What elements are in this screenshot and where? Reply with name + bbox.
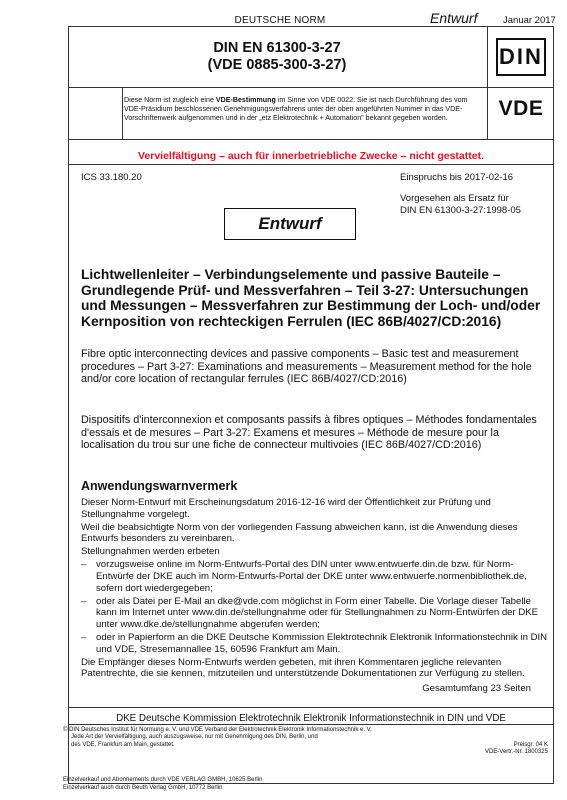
copyright-line: © DIN Deutsches Institut für Normung e. V. und VDE Verband der Elektrotechnik Elektronik Informationstechnik e. V. bbox=[63, 727, 372, 733]
list-item bbox=[81, 596, 549, 631]
sales-line: Einzelverkauf und Abonnements durch VDE VERLAG GMBH, 10625 Berlin bbox=[63, 777, 263, 783]
list-item-text: oder als Datei per E-Mail an dke@vde.com möglichst in Form einer Tabelle. Die Vorlage dieser Tabelle kann im Internet unter www.din.de/stellungnahme oder für Stellungnahmen zu Norm-Entwürfen der DKE unter www.dke.de/stellungnahme abgerufen werden; bbox=[96, 595, 539, 630]
din-logo-text: DIN bbox=[499, 44, 543, 69]
date-info bbox=[400, 172, 550, 217]
list-item-text: oder in Papierform an die DKE Deutsche Kommission Elektrotechnik Elektronik Informationstechnik in DIN und VDE, Stresemannallee 15, 60596 Frankfurt am Main. bbox=[96, 632, 548, 655]
notice-part2: im Sinne von VDE 0022. Sie ist nach Durchführung des vom VDE-Präsidium beschlossenen Genehmigungsverfahrens unter der oben angeführten Nummer in das VDE-Vorschriftenwerk aufgenommen und in der „etz Elektrotechnik + Automation" bekannt gegeben worden. bbox=[124, 96, 468, 122]
header-date: Januar 2017 bbox=[503, 15, 556, 26]
vermerk-body bbox=[81, 497, 549, 681]
copyright-line: des VDE, Frankfurt am Main, gestattet. bbox=[71, 741, 175, 748]
replacement-label: Vorgesehen als Ersatz für bbox=[400, 193, 509, 204]
norm-label: DEUTSCHE NORM bbox=[234, 15, 326, 26]
vde-vertrieb-number: VDE-Vertr.-Nr. 1800325 bbox=[484, 749, 548, 756]
divider-line bbox=[69, 164, 553, 165]
vde-logo: VDE bbox=[498, 97, 544, 120]
sales-info bbox=[63, 777, 363, 792]
dash-marker: – bbox=[81, 632, 87, 644]
replacement-number: DIN EN 61300-3-27:1998-05 bbox=[400, 205, 521, 216]
divider-line bbox=[69, 87, 553, 88]
list-item-text: vorzugsweise online im Norm-Entwurfs-Portal des DIN unter www.entwuerfe.din.de bzw. für Norm-Entwürfe der DKE auch im Norm-Entwurfs-Portal der DKE unter www.entwuerfe.normenbibliothek.de, sofern dort wiedergegeben; bbox=[96, 559, 527, 594]
document-number bbox=[68, 40, 486, 74]
divider-line bbox=[69, 139, 553, 140]
din-logo bbox=[496, 38, 546, 76]
vermerk-paragraph: Weil die beabsichtigte Norm von der vorliegenden Fassung abweichen kann, ist die Anwendung dieses Entwurfs besonders zu vereinbaren. bbox=[81, 521, 518, 545]
divider-line bbox=[122, 87, 123, 139]
list-item bbox=[81, 632, 549, 655]
title-english: Fibre optic interconnecting devices and passive components – Basic test and measurement procedures – Part 3-27: Examinations and measurements – Measurement method for the hole and/or core location of rectangular ferrules (IEC 86B/4027/CD:2016) bbox=[81, 348, 532, 385]
title-german: Lichtwellenleiter – Verbindungselemente und passive Bauteile – Grundlegende Prüf- und Messverfahren – Teil 3-27: Untersuchungen und Messungen – Messverfahren zur Bestimmung der Loch- und/oder Kernposition von rechteckigen Ferrulen (IEC 86B/4027/CD:2016) bbox=[81, 267, 541, 329]
divider-line bbox=[487, 27, 488, 139]
vde-notice bbox=[124, 96, 482, 123]
vermerk-paragraph: Stellungnahmen werden erbeten bbox=[81, 546, 220, 558]
dash-marker: – bbox=[81, 595, 87, 607]
sales-line: Einzelverkauf auch durch Beuth Verlag GmbH, 10772 Berlin bbox=[63, 784, 223, 791]
copyright-line: Jede Art der Vervielfältigung, auch auszugsweise, nur mit Genehmigung des DIN, Berlin, und bbox=[71, 734, 318, 741]
vde-number: (VDE 0885-300-3-27) bbox=[207, 57, 347, 73]
vermerk-paragraph: Dieser Norm-Entwurf mit Erscheinungsdatum 2016-12-16 wird der Öffentlichkeit zur Prüfung und Stellungnahme vorgelegt. bbox=[81, 497, 491, 520]
dash-marker: – bbox=[81, 559, 87, 571]
header-entwurf: Entwurf bbox=[430, 10, 478, 26]
dke-line: DKE Deutsche Kommission Elektrotechnik Elektronik Informationstechnik in DIN und VDE bbox=[116, 713, 506, 724]
copyright-notice bbox=[63, 727, 483, 749]
reproduction-notice: Vervielfältigung – auch für innerbetriebliche Zwecke – nicht gestattet. bbox=[137, 150, 484, 162]
vermerk-paragraph: Die Empfänger dieses Norm-Entwurfs werden gebeten, mit ihren Kommentaren jegliche relevanten Patentrechte, die sie kennen, mitzuteilen und unterstützende Dokumentationen zur Verfügung zu stellen. bbox=[81, 656, 525, 680]
vermerk-heading: Anwendungswarnvermerk bbox=[81, 479, 238, 493]
entwurf-stamp: Entwurf bbox=[224, 208, 356, 240]
din-number: DIN EN 61300-3-27 bbox=[213, 40, 341, 56]
notice-bold: VDE-Bestimmung bbox=[215, 96, 276, 104]
title-french: Dispositifs d'interconnexion et composants passifs à fibres optiques – Méthodes fondamentales d'essais et de mesures – Part 3-27: Examens et mesures – Méthode de mesure pour la localisation du trou sur une fiche de connecteur multivoies (IEC 86B/4027/CD:2016) bbox=[81, 414, 537, 451]
ics-code: ICS 33.180.20 bbox=[81, 172, 142, 183]
einspruch-date: Einspruchs bis 2017-02-16 bbox=[400, 172, 514, 183]
divider-line bbox=[69, 707, 553, 708]
notice-part1: Diese Norm ist zugleich eine bbox=[124, 96, 216, 104]
divider-line bbox=[69, 724, 553, 725]
page-count: Gesamtumfang 23 Seiten bbox=[422, 683, 531, 694]
price-group: Preisgr. 04 K bbox=[513, 742, 548, 748]
list-item bbox=[81, 559, 549, 594]
price-info bbox=[482, 742, 548, 757]
